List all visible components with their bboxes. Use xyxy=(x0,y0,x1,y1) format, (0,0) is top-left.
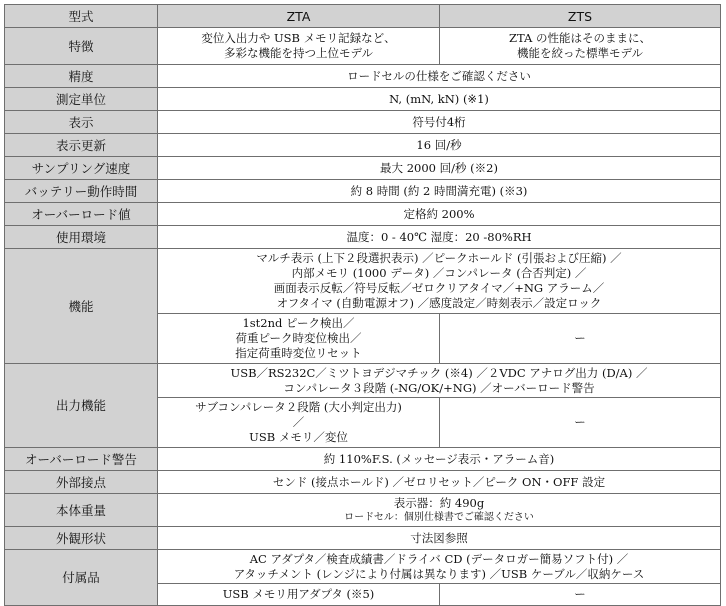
functions-zts: ー xyxy=(440,314,721,364)
row-model xyxy=(5,5,721,28)
overload-label: オーバーロード値 xyxy=(5,203,158,226)
external-label: 外部接点 xyxy=(5,471,158,494)
functions-zta-line: 指定荷重時変位リセット xyxy=(235,346,362,360)
accessories-zts: ー xyxy=(440,584,721,606)
model-zta: ZTA xyxy=(158,5,440,28)
row-refresh xyxy=(5,134,721,157)
output-common xyxy=(158,364,721,398)
features-zts xyxy=(440,28,721,65)
weight-main: 表示器：約 490g xyxy=(393,496,485,510)
unit-value: N, (mN, kN) (※1) xyxy=(158,88,721,111)
output-line: コンパレータ３段階 (-NG/OK/+NG) ／オーバーロード警告 xyxy=(283,380,595,395)
output-zta-line: ／ xyxy=(292,415,305,429)
row-accessories-common xyxy=(5,550,721,584)
display-value: 符号付4桁 xyxy=(158,111,721,134)
functions-zta-line: 荷重ピーク時変位検出／ xyxy=(235,331,362,345)
row-weight xyxy=(5,494,721,527)
row-overload xyxy=(5,203,721,226)
display-label: 表示 xyxy=(5,111,158,134)
row-appearance xyxy=(5,527,721,550)
sampling-label: サンプリング速度 xyxy=(5,157,158,180)
output-zta-line: サブコンパレータ２段階 (大小判定出力) xyxy=(195,400,402,414)
accuracy-label: 精度 xyxy=(5,65,158,88)
model-label: 型式 xyxy=(5,5,158,28)
functions-zta xyxy=(158,314,440,364)
functions-common xyxy=(158,249,721,314)
accessories-common xyxy=(158,550,721,584)
unit-label: 測定単位 xyxy=(5,88,158,111)
row-external xyxy=(5,471,721,494)
environment-value: 温度：0 - 40℃ 湿度：20 -80%RH xyxy=(158,226,721,249)
features-zta-line: 多彩な機能を持つ上位モデル xyxy=(224,46,373,60)
row-functions-common xyxy=(5,249,721,314)
refresh-value: 16 回/秒 xyxy=(158,134,721,157)
output-zta xyxy=(158,398,440,448)
spec-table xyxy=(4,4,721,606)
refresh-label: 表示更新 xyxy=(5,134,158,157)
overload-warning-label: オーバーロード警告 xyxy=(5,448,158,471)
features-zta xyxy=(158,28,440,65)
row-battery xyxy=(5,180,721,203)
features-zts-line: 機能を絞った標準モデル xyxy=(517,46,643,60)
functions-label: 機能 xyxy=(5,249,158,364)
row-display xyxy=(5,111,721,134)
features-label: 特徴 xyxy=(5,28,158,65)
features-zta-line: 変位入出力や USB メモリ記録など、 xyxy=(201,31,396,45)
row-accuracy xyxy=(5,65,721,88)
row-environment xyxy=(5,226,721,249)
environment-label: 使用環境 xyxy=(5,226,158,249)
row-output-common xyxy=(5,364,721,398)
output-line: USB／RS232C／ミツトヨデジマチック (※4) ／２VDC アナログ出力 (D/A) ／ xyxy=(230,365,648,380)
accessories-line: アタッチメント (レンジにより付属は異なります) ／USB ケーブル／収納ケース xyxy=(233,566,645,581)
accuracy-value: ロードセルの仕様をご確認ください xyxy=(158,65,721,88)
output-zts: ー xyxy=(440,398,721,448)
functions-line: オフタイマ (自動電源オフ) ／感度設定／時刻表示／設定ロック xyxy=(276,296,602,310)
weight-label: 本体重量 xyxy=(5,494,158,527)
weight-note: ロードセル：個別仕様書でご確認ください xyxy=(344,512,534,523)
overload-warning-value: 約 110%F.S. (メッセージ表示・アラーム音) xyxy=(158,448,721,471)
battery-value: 約 8 時間 (約 2 時間満充電) (※3) xyxy=(158,180,721,203)
overload-value: 定格約 200% xyxy=(158,203,721,226)
functions-line: マルチ表示 (上下２段選択表示) ／ピークホールド (引張および圧縮) ／ xyxy=(256,251,622,265)
weight-value xyxy=(158,494,721,527)
row-unit xyxy=(5,88,721,111)
battery-label: バッテリー動作時間 xyxy=(5,180,158,203)
external-value: センド (接点ホールド) ／ゼロリセット／ピーク ON・OFF 設定 xyxy=(158,471,721,494)
accessories-label: 付属品 xyxy=(5,550,158,606)
functions-line: 内部メモリ (1000 データ) ／コンパレータ (合否判定) ／ xyxy=(291,266,587,280)
functions-zta-line: 1st2nd ピーク検出／ xyxy=(242,316,355,330)
output-label: 出力機能 xyxy=(5,364,158,448)
features-zts-line: ZTA の性能はそのままに、 xyxy=(509,31,651,45)
appearance-value: 寸法図参照 xyxy=(158,527,721,550)
appearance-label: 外観形状 xyxy=(5,527,158,550)
row-overload-warning xyxy=(5,448,721,471)
row-sampling xyxy=(5,157,721,180)
accessories-line: AC アダプタ／検査成績書／ドライバ CD (データロガー簡易ソフト付) ／ xyxy=(249,551,629,566)
accessories-zta: USB メモリ用アダプタ (※5) xyxy=(158,584,440,606)
output-zta-line: USB メモリ／変位 xyxy=(249,430,348,444)
functions-line: 画面表示反転／符号反転／ゼロクリアタイマ／+NG アラーム／ xyxy=(273,281,605,295)
sampling-value: 最大 2000 回/秒 (※2) xyxy=(158,157,721,180)
row-features xyxy=(5,28,721,65)
model-zts: ZTS xyxy=(440,5,721,28)
